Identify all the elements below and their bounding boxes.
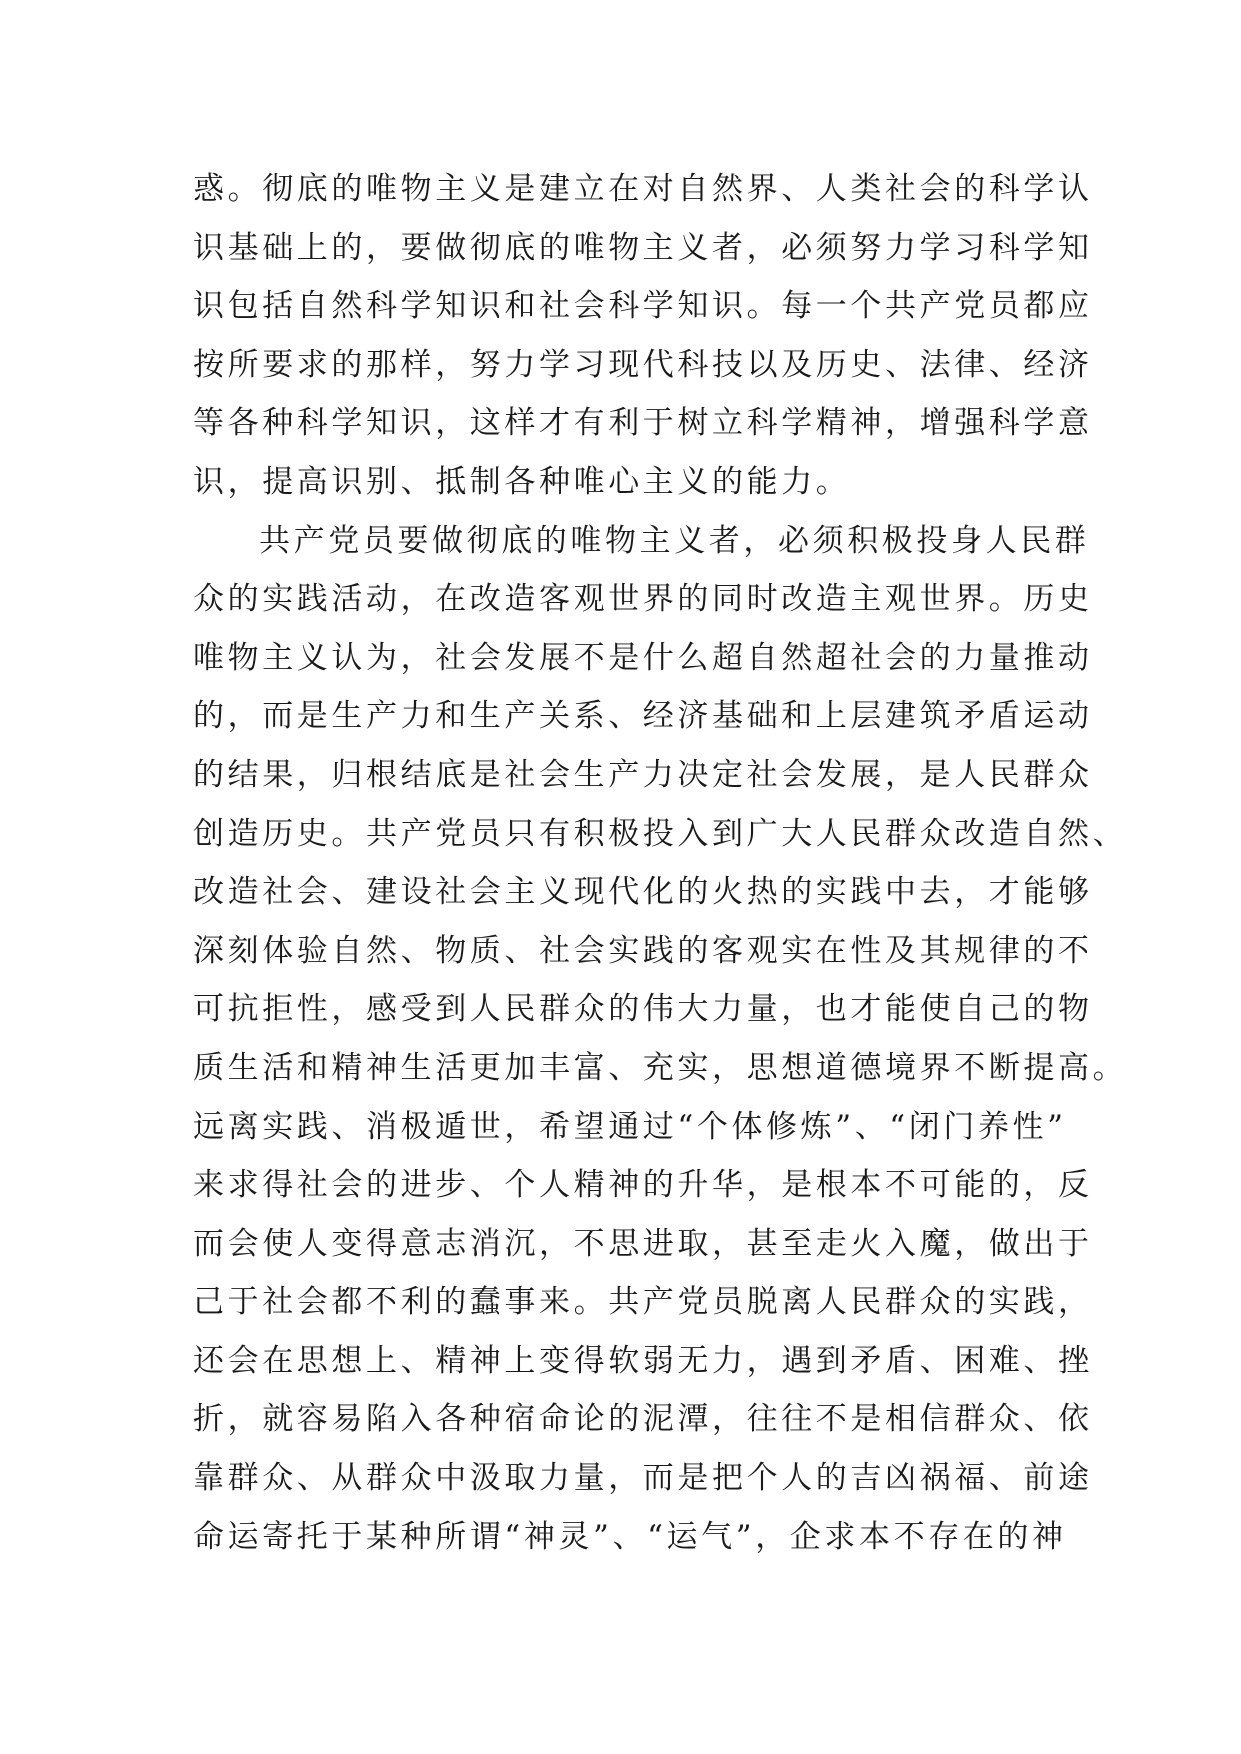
text-line: 创造历史。共产党员只有积极投入到广大人民群众改造自然、 (193, 815, 1128, 852)
text-line: 远离实践、消极遁世，希望通过“个体修炼”、“闭门养性” (193, 1108, 1067, 1145)
text-line: 来求得社会的进步、个人精神的升华，是根本不可能的，反 (193, 1167, 1093, 1204)
text-line: 改造社会、建设社会主义现代化的火热的实践中去，才能够 (193, 874, 1093, 911)
text-line-indented: 共产党员要做彻底的唯物主义者，必须积极投身人民群 (259, 522, 1090, 559)
text-line: 识，提高识别、抵制各种唯心主义的能力。 (193, 463, 851, 500)
text-line: 唯物主义认为，社会发展不是什么超自然超社会的力量推动 (193, 639, 1093, 676)
text-line: 而会使人变得意志消沉，不思进取，甚至走火入魔，做出于 (193, 1225, 1093, 1262)
text-line: 按所要求的那样，努力学习现代科技以及历史、法律、经济 (193, 346, 1093, 383)
text-line: 命运寄托于某种所谓“神灵”、“运气”，企求本不存在的神 (193, 1518, 1067, 1555)
text-line: 等各种科学知识，这样才有利于树立科学精神，增强科学意 (193, 405, 1093, 442)
text-line: 己于社会都不利的蠢事来。共产党员脱离人民群众的实践， (193, 1284, 1093, 1321)
text-line: 识基础上的，要做彻底的唯物主义者，必须努力学习科学知 (193, 229, 1093, 266)
text-line: 的结果，归根结底是社会生产力决定社会发展，是人民群众 (193, 756, 1093, 793)
body-text (193, 160, 1128, 1566)
text-line: 折，就容易陷入各种宿命论的泥潭，往往不是相信群众、依 (193, 1401, 1093, 1438)
text-line: 靠群众、从群众中汲取力量，而是把个人的吉凶祸福、前途 (193, 1460, 1093, 1497)
text-line: 还会在思想上、精神上变得软弱无力，遇到矛盾、困难、挫 (193, 1342, 1093, 1379)
text-line: 的，而是生产力和生产关系、经济基础和上层建筑矛盾运动 (193, 698, 1093, 735)
text-line: 可抗拒性，感受到人民群众的伟大力量，也才能使自己的物 (193, 991, 1093, 1028)
text-line: 质生活和精神生活更加丰富、充实，思想道德境界不断提高。 (193, 1049, 1128, 1086)
text-line: 众的实践活动，在改造客观世界的同时改造主观世界。历史 (193, 581, 1093, 618)
text-line: 识包括自然科学知识和社会科学知识。每一个共产党员都应 (193, 288, 1093, 325)
paragraph-1 (193, 160, 1093, 512)
text-line: 深刻体验自然、物质、社会实践的客观实在性及其规律的不 (193, 932, 1093, 969)
text-line: 惑。彻底的唯物主义是建立在对自然界、人类社会的科学认 (193, 171, 1093, 207)
paragraph-2 (193, 512, 1128, 1567)
